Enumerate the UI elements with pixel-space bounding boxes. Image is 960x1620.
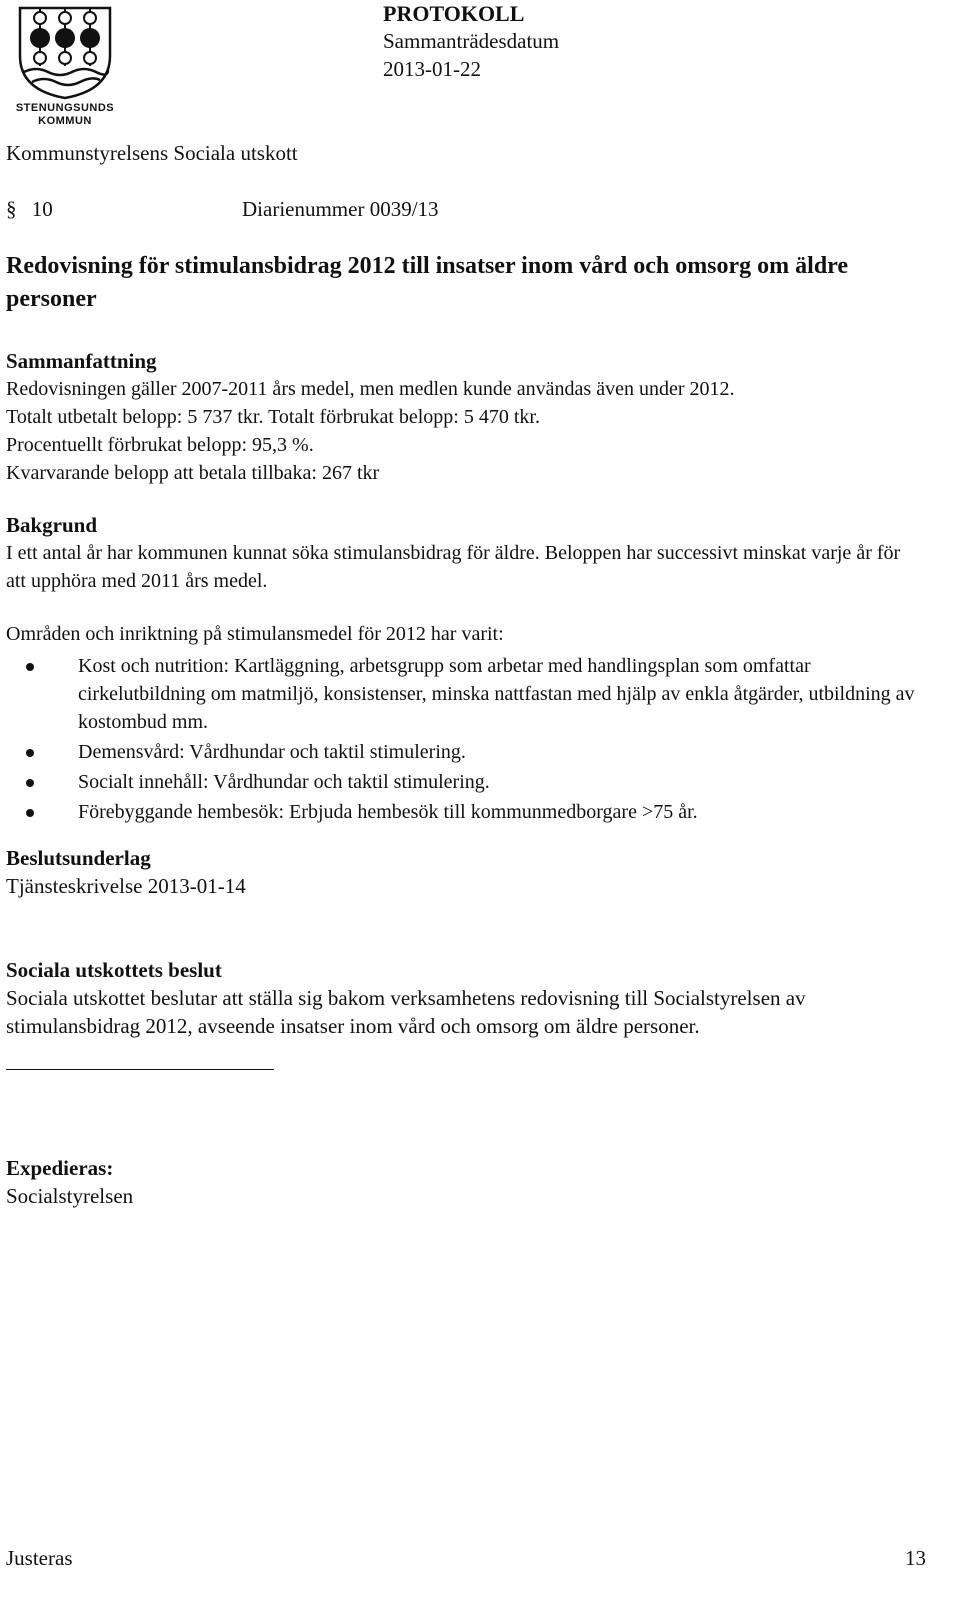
paragraph-number: 10: [31, 197, 53, 221]
list-item-text: Förebyggande hembesök: Erbjuda hembesök till kommunmedborgare >75 år.: [78, 801, 698, 823]
meeting-date: 2013-01-22: [383, 57, 481, 81]
decision-basis-text: Tjänsteskrivelse 2013-01-14: [6, 874, 246, 898]
decision-basis-heading: Beslutsunderlag: [6, 846, 151, 870]
paragraph-line: [6, 196, 439, 223]
areas-section: [6, 620, 936, 828]
document-title: Redovisning för stimulansbidrag 2012 till insatser inom vård och omsorg om äldre personer: [6, 253, 849, 312]
summary-line: Kvarvarande belopp att betala tillbaka: 267 tkr: [6, 462, 380, 484]
signature-line: [6, 1069, 274, 1070]
background-heading: Bakgrund: [6, 513, 98, 537]
municipal-coat-of-arms-icon: [6, 4, 124, 100]
bullet-icon: [26, 663, 34, 671]
list-item: [6, 738, 936, 766]
decision-basis-section: [6, 844, 936, 900]
list-item: [6, 798, 936, 826]
areas-intro: Områden och inriktning på stimulansmedel för 2012 har varit:: [6, 623, 504, 645]
decision-text: Sociala utskottet beslutar att ställa sig bakom verksamhetens redovisning till Socialstyrelsen av stimulansbidrag 2012, avseende insatser inom vård och omsorg om äldre personer.: [6, 986, 806, 1038]
dispatch-section: [6, 1154, 936, 1210]
decision-heading: Sociala utskottets beslut: [6, 958, 222, 982]
summary-section: [6, 347, 936, 487]
logo-text-line2: KOMMUN: [38, 115, 92, 127]
paragraph-symbol: §: [6, 197, 17, 221]
list-item: [6, 652, 936, 736]
document-type: PROTOKOLL: [383, 1, 525, 26]
bullet-icon: [26, 779, 34, 787]
list-item-text: Demensvård: Vårdhundar och taktil stimulering.: [78, 741, 466, 763]
dispatch-text: Socialstyrelsen: [6, 1184, 134, 1208]
summary-line: Redovisningen gäller 2007-2011 års medel, men medlen kunde användas även under 2012.: [6, 378, 735, 400]
bullet-icon: [26, 809, 34, 817]
footer-justeras: Justeras: [6, 1546, 73, 1570]
areas-list: [6, 652, 936, 826]
logo-text-line1: STENUNGSUNDS: [15, 102, 115, 114]
summary-heading: Sammanfattning: [6, 349, 157, 373]
meeting-date-label: Sammanträdesdatum: [383, 29, 560, 53]
list-item: [6, 768, 936, 796]
municipal-logo: [6, 4, 124, 132]
bullet-icon: [26, 749, 34, 757]
list-item-text: Socialt innehåll: Vårdhundar och taktil stimulering.: [78, 771, 490, 793]
dispatch-heading: Expedieras:: [6, 1156, 114, 1180]
summary-line: Procentuellt förbrukat belopp: 95,3 %.: [6, 434, 314, 456]
diarienummer: Diarienummer 0039/13: [242, 197, 439, 221]
document-header: [383, 0, 559, 83]
committee-name: Kommunstyrelsens Sociala utskott: [6, 141, 298, 165]
summary-line: Totalt utbetalt belopp: 5 737 tkr. Totalt förbrukat belopp: 5 470 tkr.: [6, 406, 540, 428]
page-number: 13: [905, 1546, 926, 1570]
decision-section: [6, 956, 936, 1040]
background-section: [6, 511, 936, 595]
background-text: I ett antal år har kommunen kunnat söka stimulansbidrag för äldre. Beloppen har successivt minskat varje år för att upphöra med 2011 års medel.: [6, 542, 901, 592]
list-item-text: Kost och nutrition: Kartläggning, arbetsgrupp som arbetar med handlingsplan som omfattar cirkelutbildning om matmiljö, konsistenser, minska nattfastan med hjälp av enkla åtgärder, utbildning av kostombud mm.: [78, 655, 915, 733]
